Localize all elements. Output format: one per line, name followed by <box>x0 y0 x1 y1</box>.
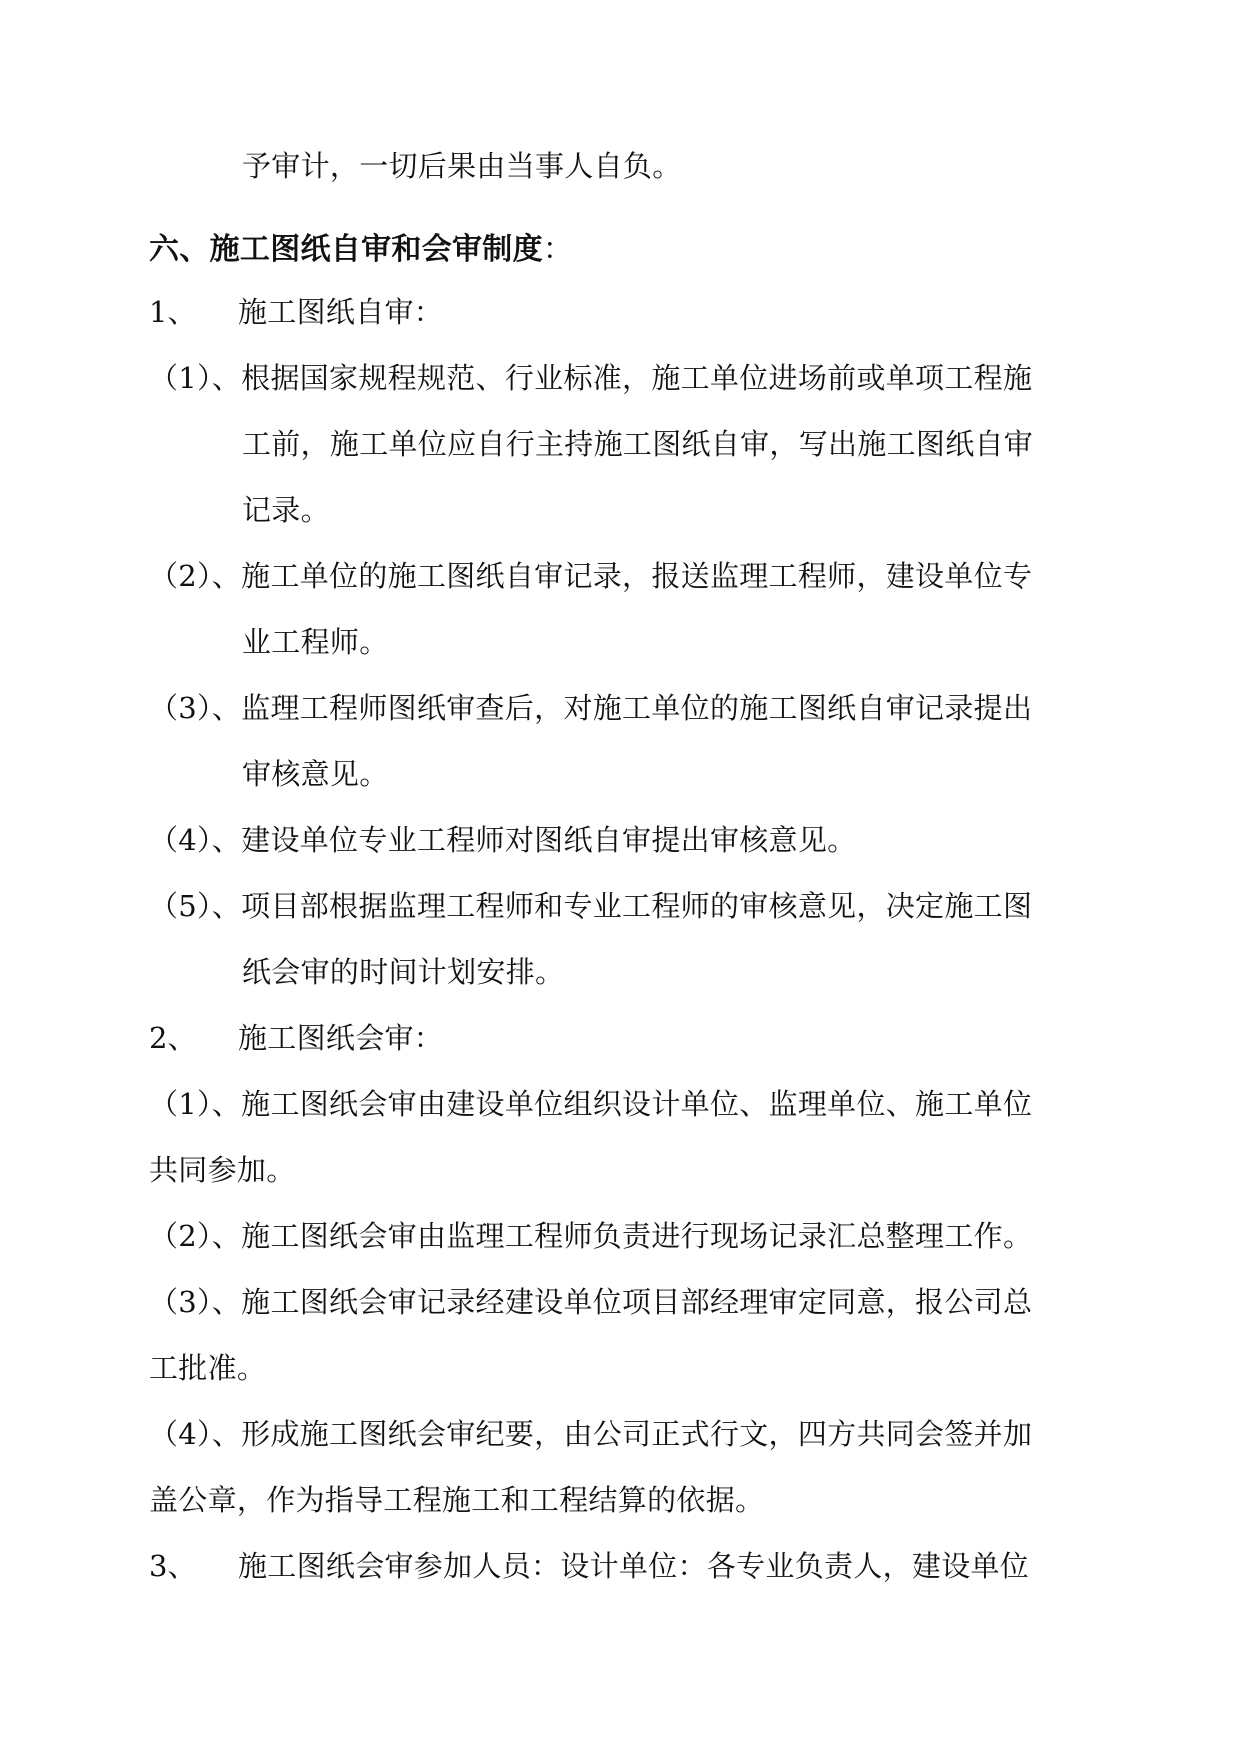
section-heading-colon: ： <box>542 232 574 267</box>
list-item-line: 工前，施工单位应自行主持施工图纸自审，写出施工图纸自审 <box>242 427 1034 461</box>
list-item-line: （3）、施工图纸会审记录经建设单位项目部经理审定同意，报公司总 <box>149 1285 1033 1319</box>
list-item-line: 工批准。 <box>149 1351 267 1385</box>
list-item-line: 业工程师。 <box>242 625 389 659</box>
list-item-line: （1）、根据国家规程规范、行业标准，施工单位进场前或单项工程施 <box>149 361 1033 395</box>
section-heading-text: 六、施工图纸自审和会审制度 <box>149 232 543 267</box>
list-item-line: 审核意见。 <box>242 757 389 791</box>
list-item-line: 记录。 <box>242 493 330 527</box>
subsection-3-title: 施工图纸会审参加人员：设计单位：各专业负责人，建设单位 <box>238 1549 1030 1583</box>
section-heading <box>149 230 573 270</box>
list-item-line: （1）、施工图纸会审由建设单位组织设计单位、监理单位、施工单位 <box>149 1087 1033 1121</box>
list-item-line: 纸会审的时间计划安排。 <box>242 955 565 989</box>
list-item-line: （4）、形成施工图纸会审纪要，由公司正式行文，四方共同会签并加 <box>149 1417 1033 1451</box>
subsection-3-number: 3、 <box>149 1549 197 1583</box>
list-item-line: （2）、施工图纸会审由监理工程师负责进行现场记录汇总整理工作。 <box>149 1219 1033 1253</box>
list-item-line: 盖公章，作为指导工程施工和工程结算的依据。 <box>149 1483 765 1517</box>
subsection-1-title: 施工图纸自审： <box>238 295 444 329</box>
subsection-2-number: 2、 <box>149 1021 197 1055</box>
subsection-1-number: 1、 <box>149 295 197 329</box>
list-item-line: （2）、施工单位的施工图纸自审记录，报送监理工程师，建设单位专 <box>149 559 1033 593</box>
continuation-line: 予审计，一切后果由当事人自负。 <box>242 149 682 183</box>
subsection-2-title: 施工图纸会审： <box>238 1021 444 1055</box>
list-item-line: （5）、项目部根据监理工程师和专业工程师的审核意见，决定施工图 <box>149 889 1033 923</box>
list-item-line: 共同参加。 <box>149 1153 296 1187</box>
list-item-line: （3）、监理工程师图纸审查后，对施工单位的施工图纸自审记录提出 <box>149 691 1033 725</box>
list-item-line: （4）、建设单位专业工程师对图纸自审提出审核意见。 <box>149 823 857 857</box>
